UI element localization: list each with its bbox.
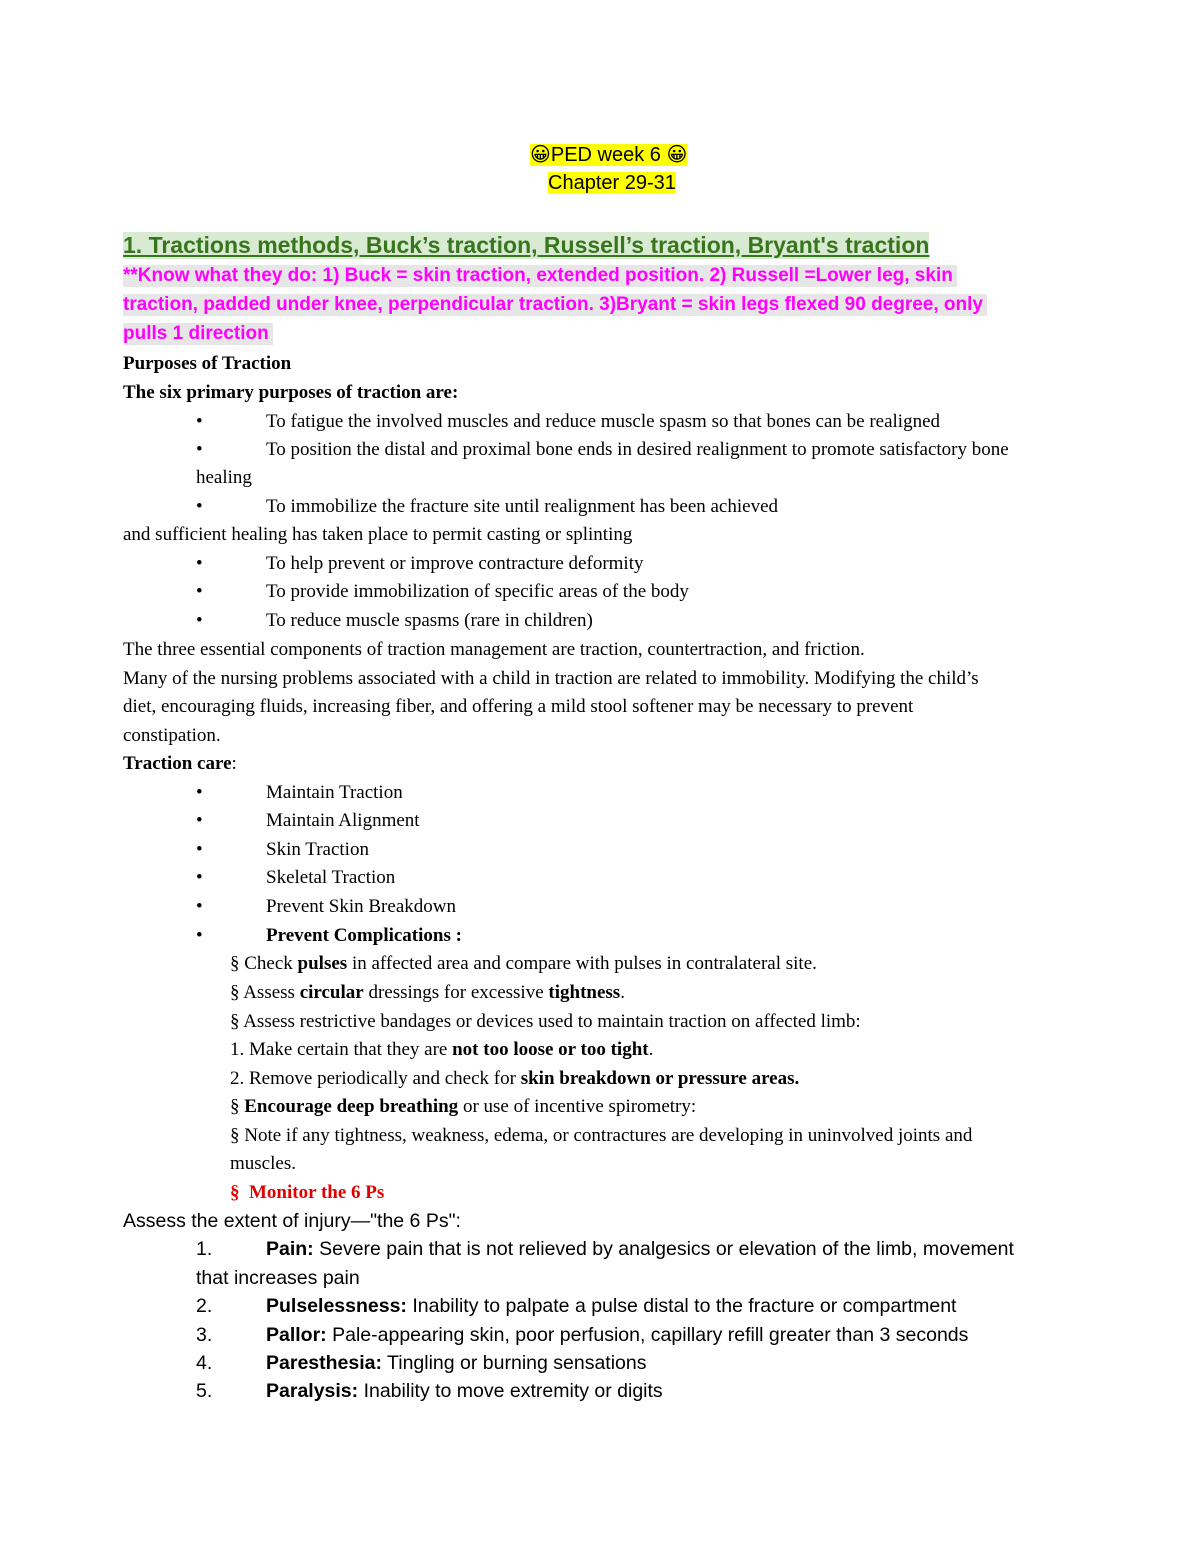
complication-item bbox=[230, 1068, 799, 1090]
text: 1. Make certain that they are bbox=[230, 1039, 453, 1060]
complication-item-cont: muscles. bbox=[230, 1153, 296, 1174]
text-bold: not too loose or too tight bbox=[452, 1039, 649, 1060]
text-bold: skin breakdown or pressure areas. bbox=[520, 1068, 800, 1089]
section-mark: § bbox=[230, 1096, 240, 1117]
note-line-3: pulls 1 direction bbox=[123, 323, 273, 345]
term: Pulselessness: bbox=[266, 1295, 407, 1317]
note-line-1: **Know what they do: 1) Buck = skin traction, extended position. 2) Russell =Lower leg, skin bbox=[123, 265, 957, 287]
components-paragraph: The three essential components of traction management are traction, countertraction, and friction. bbox=[123, 639, 865, 660]
list-item bbox=[266, 1324, 968, 1347]
bullet: • bbox=[196, 411, 203, 432]
text-bold: Encourage deep breathing bbox=[244, 1096, 459, 1117]
title-text: PED week 6 bbox=[550, 144, 661, 166]
purpose-item: To reduce muscle spasms (rare in children) bbox=[266, 610, 593, 631]
list-item bbox=[266, 1238, 1014, 1261]
chapter-text: Chapter 29-31 bbox=[548, 172, 676, 194]
list-number: 3. bbox=[196, 1324, 213, 1346]
text: dressings for excessive bbox=[363, 982, 549, 1003]
complication-item bbox=[230, 982, 625, 1004]
purpose-item: To immobilize the fracture site until realignment has been achieved bbox=[266, 496, 779, 517]
smiley-icon: 😀 bbox=[666, 144, 688, 166]
document-title bbox=[530, 142, 687, 167]
text-bold: tightness bbox=[548, 982, 621, 1003]
care-item: Prevent Skin Breakdown bbox=[266, 896, 456, 917]
nursing-paragraph-line: diet, encouraging fluids, increasing fiber, and offering a mild stool softener may be necessary to prevent bbox=[123, 696, 914, 717]
note-line-2: traction, padded under knee, perpendicular traction. 3)Bryant = skin legs flexed 90 degree, only bbox=[123, 294, 987, 316]
list-item bbox=[266, 1295, 956, 1318]
text: . bbox=[648, 1039, 654, 1060]
bullet: • bbox=[196, 810, 203, 831]
nursing-paragraph-line: constipation. bbox=[123, 725, 221, 746]
monitor-6ps bbox=[230, 1182, 384, 1204]
term: Pain: bbox=[266, 1238, 314, 1260]
purposes-title: Purposes of Traction bbox=[123, 353, 292, 374]
text: Tingling or burning sensations bbox=[381, 1352, 647, 1374]
list-number: 5. bbox=[196, 1380, 213, 1402]
text: Pale-appearing skin, poor perfusion, capillary refill greater than 3 seconds bbox=[326, 1324, 969, 1346]
bullet: • bbox=[196, 496, 203, 517]
complication-item bbox=[230, 1011, 861, 1033]
list-item-cont: that increases pain bbox=[196, 1267, 360, 1289]
purpose-item: To help prevent or improve contracture deformity bbox=[266, 553, 644, 574]
traction-care-label: Traction care bbox=[123, 753, 232, 774]
care-item: Prevent Complications : bbox=[266, 925, 462, 946]
traction-care-title bbox=[123, 753, 237, 775]
list-item bbox=[266, 1352, 646, 1375]
text: Note if any tightness, weakness, edema, or contractures are developing in uninvolved joints and bbox=[244, 1125, 973, 1146]
text: Assess bbox=[243, 982, 300, 1003]
complication-item bbox=[230, 1125, 972, 1147]
complication-item bbox=[230, 953, 817, 975]
bullet: • bbox=[196, 925, 203, 946]
bullet: • bbox=[196, 839, 203, 860]
text: Assess restrictive bandages or devices used to maintain traction on affected limb: bbox=[243, 1011, 861, 1032]
list-number: 4. bbox=[196, 1352, 213, 1374]
bullet: • bbox=[196, 439, 203, 460]
bullet: • bbox=[196, 782, 203, 803]
section-mark: § bbox=[230, 1182, 240, 1203]
section-mark: § bbox=[230, 953, 240, 974]
list-number: 2. bbox=[196, 1295, 213, 1317]
care-item: Skin Traction bbox=[266, 839, 369, 860]
list-item bbox=[266, 1380, 663, 1403]
text: Severe pain that is not relieved by analgesics or elevation of the limb, movement bbox=[313, 1238, 1014, 1260]
smiley-icon: 😀 bbox=[530, 144, 551, 166]
section-mark: § bbox=[230, 982, 240, 1003]
bullet: • bbox=[196, 553, 203, 574]
term: Paresthesia: bbox=[266, 1352, 382, 1374]
bullet: • bbox=[196, 610, 203, 631]
list-number: 1. bbox=[196, 1238, 213, 1260]
purpose-item-cont: healing bbox=[196, 467, 252, 488]
text-bold: circular bbox=[299, 982, 364, 1003]
purpose-item: To position the distal and proximal bone ends in desired realignment to promote satisfactory bone bbox=[266, 439, 1009, 460]
complication-item bbox=[230, 1096, 696, 1118]
text: Inability to move extremity or digits bbox=[358, 1380, 663, 1402]
complication-item bbox=[230, 1039, 653, 1061]
section-mark: § bbox=[230, 1011, 240, 1032]
six-ps-intro: Assess the extent of injury—"the 6 Ps": bbox=[123, 1210, 461, 1232]
text: Inability to palpate a pulse distal to the fracture or compartment bbox=[406, 1295, 957, 1317]
section-heading: 1. Tractions methods, Buck’s traction, Russell’s traction, Bryant's traction bbox=[123, 232, 930, 258]
text: 2. Remove periodically and check for bbox=[230, 1068, 521, 1089]
term: Paralysis: bbox=[266, 1380, 359, 1402]
colon: : bbox=[231, 753, 237, 774]
purposes-intro: The six primary purposes of traction are: bbox=[123, 382, 459, 403]
purpose-item: To fatigue the involved muscles and reduce muscle spasm so that bones can be realigned bbox=[266, 411, 941, 432]
text: Check bbox=[244, 953, 298, 974]
text: in affected area and compare with pulses in contralateral site. bbox=[347, 953, 817, 974]
section-mark: § bbox=[230, 1125, 240, 1146]
text: . bbox=[620, 982, 625, 1003]
text: or use of incentive spirometry: bbox=[458, 1096, 697, 1117]
care-item: Maintain Traction bbox=[266, 782, 403, 803]
bullet: • bbox=[196, 896, 203, 917]
term: Pallor: bbox=[266, 1324, 327, 1346]
nursing-paragraph-line: Many of the nursing problems associated with a child in traction are related to immobility. Modifying the child’s bbox=[123, 668, 979, 689]
care-item: Maintain Alignment bbox=[266, 810, 420, 831]
purpose-item-cont: and sufficient healing has taken place to permit casting or splinting bbox=[123, 524, 633, 545]
purpose-item: To provide immobilization of specific areas of the body bbox=[266, 581, 689, 602]
care-item: Skeletal Traction bbox=[266, 867, 396, 888]
text-bold: pulses bbox=[297, 953, 348, 974]
bullet: • bbox=[196, 867, 203, 888]
text: Monitor the 6 Ps bbox=[249, 1182, 385, 1203]
bullet: • bbox=[196, 581, 203, 602]
chapter-subtitle bbox=[548, 172, 676, 195]
